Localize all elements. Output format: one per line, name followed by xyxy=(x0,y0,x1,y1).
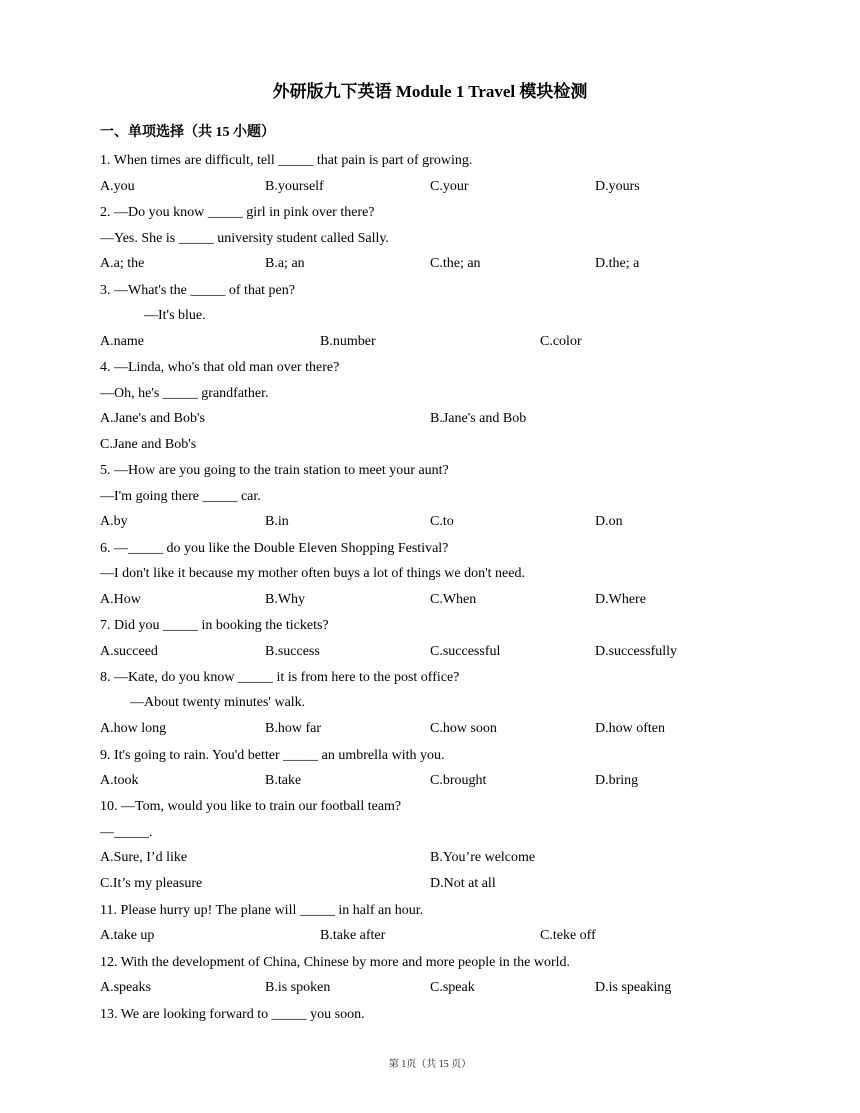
question-11-option-a: A.take up xyxy=(100,928,155,943)
question-10-option-d: D.Not at all xyxy=(430,876,496,891)
question-11-option-c: C.teke off xyxy=(540,928,596,943)
question-11-stem: 11. Please hurry up! The plane will _____ in half an hour. xyxy=(100,903,424,918)
question-3-stem: 3. —What's the _____ of that pen? xyxy=(100,283,295,298)
question-1-option-d: D.yours xyxy=(595,179,640,194)
question-1-option-c: C.your xyxy=(430,179,469,194)
question-5-stem-line2: —I'm going there _____ car. xyxy=(100,489,261,504)
question-4-option-b: B.Jane's and Bob xyxy=(430,411,527,426)
question-10-stem: 10. —Tom, would you like to train our football team? xyxy=(100,799,402,814)
question-7-option-c: C.successful xyxy=(430,644,501,659)
question-8-option-d: D.how often xyxy=(595,721,665,736)
question-8-stem-line2: —About twenty minutes' walk. xyxy=(130,695,306,710)
question-2-option-d: D.the; a xyxy=(595,256,640,271)
question-2-option-b: B.a; an xyxy=(265,256,305,271)
question-7-stem: 7. Did you _____ in booking the tickets? xyxy=(100,618,329,633)
question-6-option-c: C.When xyxy=(430,592,477,607)
question-10-stem-line2: —_____. xyxy=(100,825,153,840)
question-10-option-a: A.Sure, I’d like xyxy=(100,850,188,865)
question-2-stem-line2: —Yes. She is _____ university student called Sally. xyxy=(100,231,389,246)
question-12-option-c: C.speak xyxy=(430,980,475,995)
question-1-option-a: A.you xyxy=(100,179,135,194)
question-5-stem: 5. —How are you going to the train station to meet your aunt? xyxy=(100,463,449,478)
question-12-option-d: D.is speaking xyxy=(595,980,672,995)
question-3-option-b: B.number xyxy=(320,334,376,349)
question-3-option-a: A.name xyxy=(100,334,144,349)
question-5-option-c: C.to xyxy=(430,514,454,529)
question-4-stem: 4. —Linda, who's that old man over there? xyxy=(100,360,340,375)
question-2-option-a: A.a; the xyxy=(100,256,145,271)
question-5-option-a: A.by xyxy=(100,514,128,529)
question-7-option-a: A.succeed xyxy=(100,644,158,659)
question-7-option-b: B.success xyxy=(265,644,320,659)
question-6-option-d: D.Where xyxy=(595,592,646,607)
question-12-option-b: B.is spoken xyxy=(265,980,331,995)
section-heading: 一、单项选择（共 15 小题） xyxy=(100,125,275,140)
question-8-option-c: C.how soon xyxy=(430,721,497,736)
question-7-option-d: D.successfully xyxy=(595,644,678,659)
question-10-option-c: C.It’s my pleasure xyxy=(100,876,203,891)
question-4-stem-line2: —Oh, he's _____ grandfather. xyxy=(100,386,269,401)
document-title: 外研版九下英语 Module 1 Travel 模块检测 xyxy=(272,82,588,101)
question-9-option-a: A.took xyxy=(100,773,139,788)
question-5-option-b: B.in xyxy=(265,514,289,529)
question-3-stem-line2: —It's blue. xyxy=(144,308,206,323)
question-4-option-a: A.Jane's and Bob's xyxy=(100,411,205,426)
question-8-option-b: B.how far xyxy=(265,721,321,736)
page-footer: 第 1页（共 15 页） xyxy=(388,1059,472,1070)
question-2-stem: 2. —Do you know _____ girl in pink over there? xyxy=(100,205,375,220)
question-9-option-b: B.take xyxy=(265,773,302,788)
question-2-option-c: C.the; an xyxy=(430,256,481,271)
question-6-stem-line2: —I don't like it because my mother often buys a lot of things we don't need. xyxy=(100,566,525,581)
question-4-option-c: C.Jane and Bob's xyxy=(100,437,197,452)
question-8-stem: 8. —Kate, do you know _____ it is from here to the post office? xyxy=(100,670,460,685)
question-10-option-b: B.You’re welcome xyxy=(430,850,536,865)
question-6-option-b: B.Why xyxy=(265,592,306,607)
question-1-stem: 1. When times are difficult, tell _____ that pain is part of growing. xyxy=(100,153,473,168)
question-9-option-c: C.brought xyxy=(430,773,487,788)
question-6-option-a: A.How xyxy=(100,592,141,607)
question-3-option-c: C.color xyxy=(540,334,582,349)
question-9-stem: 9. It's going to rain. You'd better _____ an umbrella with you. xyxy=(100,748,445,763)
question-13-stem: 13. We are looking forward to _____ you soon. xyxy=(100,1007,365,1022)
question-12-stem: 12. With the development of China, Chinese by more and more people in the world. xyxy=(100,955,571,970)
question-5-option-d: D.on xyxy=(595,514,623,529)
question-9-option-d: D.bring xyxy=(595,773,639,788)
question-11-option-b: B.take after xyxy=(320,928,386,943)
question-6-stem: 6. —_____ do you like the Double Eleven Shopping Festival? xyxy=(100,541,449,556)
question-1-option-b: B.yourself xyxy=(265,179,324,194)
question-12-option-a: A.speaks xyxy=(100,980,151,995)
question-8-option-a: A.how long xyxy=(100,721,167,736)
